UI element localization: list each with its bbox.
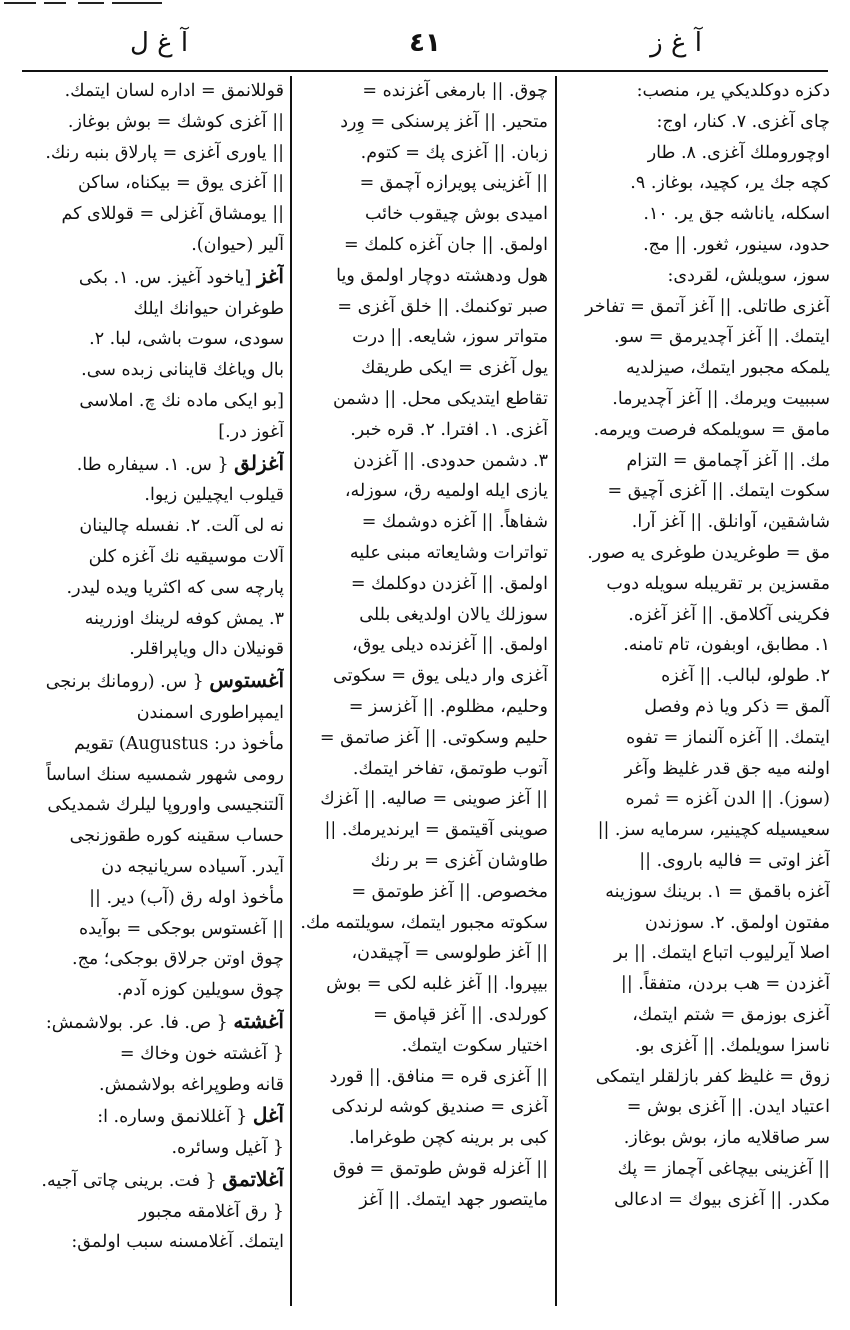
text-line <box>22 417 284 448</box>
entry-head-line <box>22 448 284 481</box>
text-line: يازى ايله اولميه رق، سوزله، <box>344 481 548 502</box>
entry-text: { آغشته خون وخاك = <box>119 1043 284 1064</box>
page-header <box>0 28 850 68</box>
text-line: چوق. || بارمغى آغزنده = <box>362 81 548 101</box>
text-line <box>22 883 284 914</box>
text-line <box>22 1227 284 1258</box>
entry-text: || آغزى يوق = بيكناه، ساكن <box>77 173 284 194</box>
text-line: يلمكه مجبور ايتمك، صيزلديه <box>625 358 830 379</box>
text-line: دكزه دوكلديكي ير، منصب: <box>636 81 830 101</box>
entry-text: حساب سقينه كوره طقوزنجى <box>69 826 284 847</box>
entry-text: طوغران حيوانك ايلك <box>133 298 284 319</box>
text-line: تقاطع ايتديكى محل. || دشمن <box>332 388 548 409</box>
text-line: سعيسيله كچينير، سرمايه سز. || <box>597 820 830 841</box>
text-line: آتوب طوتمق، تفاخر ايتمك. <box>352 758 548 779</box>
text-line <box>22 790 284 821</box>
text-line: (سوز). || الدن آغزه = ثمره <box>625 789 830 810</box>
text-line: سوز، سويلش، لقردى: <box>667 265 830 286</box>
entry-text: پارچه سى كه اكثريا ويده ليدر. <box>66 577 284 598</box>
entry-headword: آغستوس <box>209 668 284 693</box>
text-line: آغزى وار ديلى يوق = سكوتى <box>333 666 548 687</box>
text-line <box>22 821 284 852</box>
text-line <box>22 294 284 325</box>
text-line: اولنه ميه جق قدر غليظ وآغر <box>624 758 830 779</box>
text-line: بيپروا. || آغز غلبه لكى = بوش <box>326 974 548 995</box>
text-line: آغزى = صنديق كوشه لرندكى <box>331 1097 548 1118</box>
text-line: صبر توكنمك. || خلق آغزى = <box>337 296 548 317</box>
entry-text: چوق سويلين كوزه آدم. <box>116 980 284 1001</box>
entry-text: [ياخود آغيز. س. ١. بكى <box>78 267 252 288</box>
text-line: مفتون اولمق. ٢. سوزندن <box>644 912 830 933</box>
entry-head-line <box>22 1006 284 1039</box>
text-line: مايتصور جهد ايتمك. || آغز <box>359 1189 548 1210</box>
entry-text: ٣. يمش كوفه لرينك اوزرينه <box>84 608 284 629</box>
entry-text: { س. ١. سيفاره طا. <box>76 454 229 475</box>
text-line: حليم وسكوتى. || آغز صاتمق = <box>319 727 548 748</box>
text-line: سببيت ويرمك. || آغز آچديرما. <box>612 388 830 409</box>
entry-text: آلير (حيوان). <box>191 234 284 255</box>
entry-text: مأخوذ اوله رق (آب) دير. || <box>89 887 284 908</box>
text-line: شفاهاً. || آغزه دوشمك = <box>361 512 548 533</box>
text-line: زبان. || آغزى پك = كتوم. <box>360 142 548 163</box>
text-line: سكوته مجبور ايتمك، سويلتمه مك. <box>300 912 548 933</box>
text-line: صوينى آقيتمق = ايرنديرمك. || <box>324 820 548 841</box>
text-line: وحليم، مظلوم. || آغزسز = <box>348 696 548 717</box>
text-line: آغزدن = هب بردن، متفقاً. || <box>620 974 830 995</box>
text-line <box>22 634 284 665</box>
text-line <box>22 1197 284 1228</box>
entry-text: [بو ايكى ماده نك چ. املاسى <box>79 390 284 411</box>
column-divider-right <box>555 76 557 1306</box>
text-line: ناسزا سويلمك. || آغزى بو. <box>634 1035 830 1056</box>
text-line: || آغزى قره = منافق. || قورد <box>329 1066 548 1087</box>
text-line: سر صاقلايه ماز، بوش بوغاز. <box>623 1128 830 1149</box>
text-line: آلمق = ذكر ويا ذم وفصل <box>644 696 830 717</box>
text-line: اختيار سكوت ايتمك. <box>401 1035 548 1056</box>
column-divider-left <box>290 76 292 1306</box>
entry-text: مأخوذ در: Augustus) تقويم <box>74 733 284 754</box>
text-line: ايتمك. || آغز آچديرمق = سو. <box>613 327 830 348</box>
entry-text: ايتمك. آغلامسنه سبب اولمق: <box>71 1232 284 1253</box>
text-line: هول ودهشته دوچار اولمق ويا <box>336 265 548 286</box>
text-line: آغزى. ١. افترا. ٢. قره خبر. <box>350 419 548 440</box>
entry-head-line <box>22 665 284 698</box>
text-line: آغزى بوزمق = شتم ايتمك، <box>632 1004 830 1025</box>
header-right-guide-word: آ غ ز <box>650 28 702 58</box>
entry-text: سودى، سوت باشى، لبا. ٢. <box>89 329 284 350</box>
entry-text: ايمپراطورى اسمندن <box>136 702 284 723</box>
entry-headword: آغلاتمق <box>222 1166 284 1191</box>
text-line <box>22 324 284 355</box>
text-line: مقسزين بر تقريبله سويله دوب <box>606 573 830 594</box>
text-line: يول آغزى = ايكى طريقك <box>361 358 548 379</box>
entry-text: قوللانمق = اداره لسان ايتمك. <box>64 81 284 101</box>
text-line <box>22 760 284 791</box>
text-line <box>22 230 284 261</box>
text-line: ١. مطابق، اوبفون، تام تامنه. <box>623 635 830 656</box>
text-line: اولمق. || آغزنده ديلى يوق، <box>351 635 548 656</box>
text-line <box>22 168 284 199</box>
entry-text: نه لى آلت. ٢. نفسله چالينان <box>79 516 284 537</box>
header-rule <box>22 70 828 72</box>
top-edge-marks <box>0 0 170 8</box>
entry-text: || آغزى كوشك = بوش بوغاز. <box>67 111 284 132</box>
text-line <box>22 698 284 729</box>
text-line <box>22 1133 284 1164</box>
entry-text: قيلوب ايچيلين زيوا. <box>144 485 284 506</box>
entry-text: { ص. فا. عر. بولاشمش: <box>45 1012 228 1033</box>
entry-head-line <box>22 1100 284 1133</box>
text-line <box>22 511 284 542</box>
text-line: چاى آغزى. ٧. كنار، اوج: <box>656 111 830 132</box>
text-line: || آغزينى بيچاغى آچماز = پك <box>617 1158 830 1179</box>
entry-text: قانه وطوپراغه بولاشمش. <box>99 1074 284 1095</box>
column-right <box>562 76 830 1308</box>
text-line: آغزى طاتلى. || آغز آتمق = تفاخر <box>585 296 830 317</box>
text-line: ٣. دشمن حدودى. || آغزدن <box>353 450 548 471</box>
text-line: تواترات وشايعاته مبنى عليه <box>349 542 548 563</box>
text-line: ايتمك. || آغزه آلنماز = تفوه <box>626 727 830 748</box>
entry-text: { آغللانمق وساره. ا: <box>97 1107 248 1128</box>
text-line: متحير. || آغز پرسنكى = وِرد <box>340 111 548 132</box>
text-line <box>22 604 284 635</box>
text-line: سكوت ايتمك. || آغزى آچيق = <box>607 481 830 502</box>
text-line <box>22 1039 284 1070</box>
entry-headword: آغزلق <box>234 450 284 475</box>
entry-text: آغوز در.] <box>218 421 284 442</box>
entry-headword: آغز <box>256 263 284 288</box>
entry-text: رومى شهور شمسيه سنك اساساً <box>46 764 284 785</box>
text-line <box>22 107 284 138</box>
text-line: اصلا آيرليوب اتباع ايتمك. || بر <box>613 943 830 964</box>
entry-head-line <box>22 261 284 294</box>
text-line: سوزلك يالان اولديغى بللى <box>359 604 548 625</box>
text-line <box>22 138 284 169</box>
entry-headword: آغشته <box>233 1008 284 1033</box>
entry-text: آيدر. آسياده سريانيجه دن <box>101 856 284 877</box>
text-line <box>22 852 284 883</box>
text-line <box>22 542 284 573</box>
text-line: آغزه باقمق = ١. برينك سوزينه <box>605 881 830 902</box>
text-line <box>22 975 284 1006</box>
text-line: || آغز طولوسى = آچيقدن، <box>351 943 548 964</box>
text-line <box>22 573 284 604</box>
text-line: كچه جك ير، كچيد، بوغاز. ٩. <box>630 173 830 194</box>
entry-text: چوق اوتن جرلاق بوجكى؛ مج. <box>72 949 284 970</box>
text-line <box>22 914 284 945</box>
text-line: آغز اوتى = فاليه باروى. || <box>639 850 830 871</box>
text-line: مق = طوغريدن طوغرى يه صور. <box>587 542 830 563</box>
entry-text: آلات موسيقيه نك آغزه كلن <box>88 546 284 567</box>
text-line <box>22 729 284 760</box>
text-line: كورلدى. || آغز قپامق = <box>373 1004 548 1025</box>
text-line: اولمق. || آغزدن دوكلمك = <box>350 573 548 594</box>
header-left-guide-word: آ غ ل <box>130 28 189 58</box>
text-line: اعتياد ايدن. || آغزى بوش = <box>626 1097 830 1118</box>
text-line <box>22 386 284 417</box>
entry-text: بال وياغك قاينانى زبده سى. <box>81 360 284 381</box>
entry-text: { فت. برينى چاتى آجيه. <box>41 1170 217 1191</box>
text-line: || آغزينى پويرازه آچمق = <box>359 173 548 194</box>
entry-headword: آغل <box>252 1103 284 1128</box>
entry-text: || ياورى آغزى = پارلاق بنبه رنك. <box>45 142 284 163</box>
text-line <box>22 355 284 386</box>
column-left <box>22 76 284 1308</box>
text-line: اوچوروملك آغزى. ٨. طار <box>647 142 830 163</box>
text-line: طاوشان آغزى = بر رنك <box>370 850 548 871</box>
text-line: شاشقين، آوانلق. || آغز آرا. <box>631 512 830 533</box>
entry-head-line <box>22 1164 284 1197</box>
entry-text: { رق آغلامقه مجبور <box>138 1201 284 1222</box>
text-line: اميدى بوش چيقوب خائب <box>364 204 548 225</box>
text-line <box>22 1070 284 1101</box>
entry-text: آلتنجيسى واوروپا ليلرك شمديكى <box>47 795 284 816</box>
column-center <box>296 76 548 1308</box>
entry-text: { آغيل وسائره. <box>171 1138 284 1159</box>
text-line: || آغزله قوش طوتمق = فوق <box>333 1158 548 1179</box>
entry-text: قونيلان دال وياپراقلر. <box>129 639 284 660</box>
entry-text: || يومشاق آغزلى = قوللاى كم <box>61 204 284 225</box>
text-line: حدود، سينور، ثغور. || مج. <box>643 234 830 255</box>
text-line: فكرينى آكلامق. || آغز آغزه. <box>628 604 830 625</box>
text-line: || آغز صوينى = صاليه. || آغزك <box>320 789 548 810</box>
text-line: ٢. طولو، لبالب. || آغزه <box>661 666 830 687</box>
page-number: ٤١ <box>409 28 441 58</box>
text-line <box>22 199 284 230</box>
text-line: اسكله، ياناشه جق ير. ١٠. <box>643 204 830 225</box>
text-line <box>22 944 284 975</box>
text-line: مخصوص. || آغز طوتمق = <box>351 881 548 902</box>
text-line <box>22 76 284 107</box>
text-line: مامق = سويلمكه فرصت ويرمه. <box>593 419 830 440</box>
entry-text: || آغستوس بوجكى = بوآيده <box>79 918 284 939</box>
text-line: زوق = غليظ كفر بازلقلر ايتمكى <box>595 1066 830 1087</box>
text-line: مك. || آغز آچمامق = التزام <box>626 450 830 471</box>
text-line: اولمق. || جان آغزه كلمك = <box>343 234 548 255</box>
text-line: كبى بر برينه كچن طوغراما. <box>349 1128 548 1149</box>
text-line <box>22 480 284 511</box>
text-line: مكدر. || آغزى بيوك = ادعالى <box>614 1189 830 1210</box>
entry-text: { س. (رومانك برنجى <box>45 672 204 693</box>
text-line: متواتر سوز، شايعه. || درت <box>352 327 548 348</box>
